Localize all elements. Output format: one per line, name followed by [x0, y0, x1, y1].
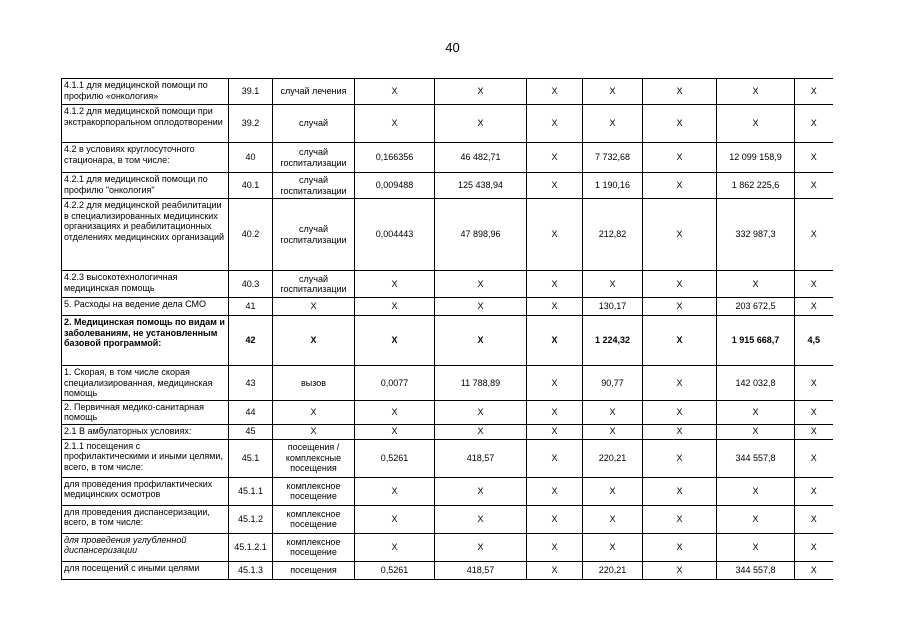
value-cell: X: [435, 271, 527, 298]
row-code-cell: 45.1.2.1: [229, 533, 273, 561]
value-cell: X: [527, 424, 583, 439]
value-cell: X: [795, 533, 833, 561]
row-code-cell: 45.1: [229, 439, 273, 477]
row-code-cell: 41: [229, 298, 273, 316]
value-cell: X: [717, 105, 795, 143]
value-cell: X: [643, 477, 717, 505]
row-unit-cell: X: [273, 400, 355, 424]
value-cell: X: [643, 271, 717, 298]
value-cell: X: [795, 477, 833, 505]
value-cell: X: [795, 199, 833, 271]
row-code-cell: 39.1: [229, 79, 273, 105]
value-cell: 0,009488: [355, 173, 435, 199]
row-name-cell: 4.1.2 для медицинской помощи при экстракорпоральном оплодотворении: [62, 105, 229, 143]
value-cell: X: [435, 477, 527, 505]
value-cell: X: [583, 477, 643, 505]
row-unit-cell: вызов: [273, 366, 355, 401]
value-cell: X: [583, 533, 643, 561]
value-cell: 418,57: [435, 439, 527, 477]
table-row: [62, 298, 833, 316]
value-cell: 125 438,94: [435, 173, 527, 199]
row-unit-cell: комплексное посещение: [273, 505, 355, 533]
value-cell: X: [795, 439, 833, 477]
row-unit-cell: посещения / комплексные посещения: [273, 439, 355, 477]
value-cell: 4,5: [795, 316, 833, 366]
value-cell: X: [643, 400, 717, 424]
row-unit-cell: случай госпитализации: [273, 143, 355, 173]
row-name-cell: для проведения профилактических медицинских осмотров: [62, 477, 229, 505]
value-cell: X: [583, 105, 643, 143]
value-cell: 11 788,89: [435, 366, 527, 401]
value-cell: 0,004443: [355, 199, 435, 271]
value-cell: X: [527, 400, 583, 424]
value-cell: X: [527, 173, 583, 199]
value-cell: X: [643, 561, 717, 579]
value-cell: X: [795, 400, 833, 424]
value-cell: 130,17: [583, 298, 643, 316]
row-code-cell: 45.1.3: [229, 561, 273, 579]
row-unit-cell: случай госпитализации: [273, 173, 355, 199]
value-cell: 142 032,8: [717, 366, 795, 401]
row-name-cell: 4.1.1 для медицинской помощи по профилю «онкология»: [62, 79, 229, 105]
page-number: 40: [445, 40, 460, 55]
row-code-cell: 40.2: [229, 199, 273, 271]
row-name-cell: 2. Первичная медико-санитарная помощь: [62, 400, 229, 424]
value-cell: 0,0077: [355, 366, 435, 401]
row-name-cell: 1. Скорая, в том числе скорая специализированная, медицинская помощь: [62, 366, 229, 401]
value-cell: X: [435, 79, 527, 105]
value-cell: X: [795, 505, 833, 533]
value-cell: X: [435, 424, 527, 439]
value-cell: X: [583, 79, 643, 105]
value-cell: X: [435, 316, 527, 366]
value-cell: X: [795, 173, 833, 199]
table-row: [62, 439, 833, 477]
value-cell: 203 672,5: [717, 298, 795, 316]
row-name-cell: для проведения диспансеризации, всего, в том числе:: [62, 505, 229, 533]
row-unit-cell: случай госпитализации: [273, 271, 355, 298]
value-cell: 220,21: [583, 561, 643, 579]
row-name-cell: 2.1.1 посещения с профилактическими и иными целями, всего, в том числе:: [62, 439, 229, 477]
value-cell: X: [435, 533, 527, 561]
row-unit-cell: случай лечения: [273, 79, 355, 105]
table-row: [62, 199, 833, 271]
value-cell: X: [527, 105, 583, 143]
value-cell: X: [795, 561, 833, 579]
row-code-cell: 39.2: [229, 105, 273, 143]
value-cell: X: [643, 79, 717, 105]
row-code-cell: 45.1.1: [229, 477, 273, 505]
row-name-cell: 4.2.3 высокотехнологичная медицинская помощь: [62, 271, 229, 298]
value-cell: 0,166356: [355, 143, 435, 173]
value-cell: X: [583, 400, 643, 424]
row-code-cell: 45: [229, 424, 273, 439]
value-cell: X: [643, 298, 717, 316]
row-code-cell: 45.1.2: [229, 505, 273, 533]
row-name-cell: 4.2 в условиях круглосуточного стационара, в том числе:: [62, 143, 229, 173]
value-cell: X: [355, 298, 435, 316]
table-row: [62, 173, 833, 199]
row-unit-cell: X: [273, 316, 355, 366]
table-row: [62, 424, 833, 439]
value-cell: X: [527, 533, 583, 561]
value-cell: X: [795, 271, 833, 298]
value-cell: X: [717, 505, 795, 533]
value-cell: X: [355, 477, 435, 505]
row-unit-cell: случай: [273, 105, 355, 143]
value-cell: 47 898,96: [435, 199, 527, 271]
value-cell: 220,21: [583, 439, 643, 477]
value-cell: 1 915 668,7: [717, 316, 795, 366]
row-name-cell: 2. Медицинская помощь по видам и заболеваниям, не установленным базовой программой:: [62, 316, 229, 366]
value-cell: 1 224,32: [583, 316, 643, 366]
value-cell: X: [435, 298, 527, 316]
value-cell: X: [643, 316, 717, 366]
value-cell: X: [355, 79, 435, 105]
value-cell: X: [643, 533, 717, 561]
value-cell: X: [527, 271, 583, 298]
value-cell: X: [435, 400, 527, 424]
value-cell: X: [643, 424, 717, 439]
value-cell: X: [355, 505, 435, 533]
value-cell: X: [355, 316, 435, 366]
value-cell: X: [527, 561, 583, 579]
value-cell: X: [643, 173, 717, 199]
value-cell: X: [435, 505, 527, 533]
row-unit-cell: комплексное посещение: [273, 477, 355, 505]
value-cell: X: [795, 424, 833, 439]
value-cell: X: [527, 316, 583, 366]
value-cell: 332 987,3: [717, 199, 795, 271]
value-cell: 1 862 225,6: [717, 173, 795, 199]
value-cell: X: [795, 105, 833, 143]
value-cell: 46 482,71: [435, 143, 527, 173]
value-cell: X: [717, 271, 795, 298]
value-cell: X: [717, 400, 795, 424]
row-code-cell: 40: [229, 143, 273, 173]
value-cell: X: [643, 366, 717, 401]
row-code-cell: 40.1: [229, 173, 273, 199]
value-cell: X: [527, 477, 583, 505]
value-cell: X: [717, 424, 795, 439]
value-cell: X: [355, 533, 435, 561]
row-unit-cell: X: [273, 424, 355, 439]
table-row: [62, 533, 833, 561]
table-row: [62, 143, 833, 173]
value-cell: X: [795, 298, 833, 316]
value-cell: 212,82: [583, 199, 643, 271]
value-cell: 90,77: [583, 366, 643, 401]
table-row: [62, 79, 833, 105]
value-cell: X: [527, 199, 583, 271]
value-cell: X: [717, 533, 795, 561]
table-row: [62, 105, 833, 143]
value-cell: X: [355, 271, 435, 298]
value-cell: X: [795, 79, 833, 105]
row-unit-cell: комплексное посещение: [273, 533, 355, 561]
table-row: [62, 477, 833, 505]
row-code-cell: 40.3: [229, 271, 273, 298]
value-cell: X: [717, 477, 795, 505]
value-cell: X: [583, 424, 643, 439]
row-name-cell: для посещений с иными целями: [62, 561, 229, 579]
value-cell: 344 557,8: [717, 561, 795, 579]
value-cell: X: [527, 439, 583, 477]
table-row: [62, 316, 833, 366]
row-unit-cell: посещения: [273, 561, 355, 579]
row-name-cell: 2.1 В амбулаторных условиях:: [62, 424, 229, 439]
value-cell: X: [643, 505, 717, 533]
value-cell: 12 099 158,9: [717, 143, 795, 173]
value-cell: X: [355, 424, 435, 439]
value-cell: 344 557,8: [717, 439, 795, 477]
row-code-cell: 43: [229, 366, 273, 401]
row-code-cell: 42: [229, 316, 273, 366]
row-name-cell: 5. Расходы на ведение дела СМО: [62, 298, 229, 316]
value-cell: X: [795, 366, 833, 401]
value-cell: X: [643, 105, 717, 143]
value-cell: X: [527, 505, 583, 533]
data-table: [61, 78, 833, 580]
row-unit-cell: случай госпитализации: [273, 199, 355, 271]
table-row: [62, 505, 833, 533]
value-cell: 7 732,68: [583, 143, 643, 173]
table-row: [62, 400, 833, 424]
value-cell: X: [527, 366, 583, 401]
value-cell: X: [583, 271, 643, 298]
value-cell: X: [717, 79, 795, 105]
value-cell: X: [643, 199, 717, 271]
value-cell: 0,5261: [355, 561, 435, 579]
row-name-cell: 4.2.1 для медицинской помощи по профилю "онкология": [62, 173, 229, 199]
row-name-cell: для проведения углубленной диспансеризации: [62, 533, 229, 561]
value-cell: X: [527, 79, 583, 105]
value-cell: X: [643, 439, 717, 477]
value-cell: X: [435, 105, 527, 143]
value-cell: 418,57: [435, 561, 527, 579]
table-row: [62, 271, 833, 298]
value-cell: 1 190,16: [583, 173, 643, 199]
value-cell: X: [583, 505, 643, 533]
table-row: [62, 366, 833, 401]
value-cell: X: [527, 298, 583, 316]
value-cell: X: [355, 105, 435, 143]
value-cell: X: [527, 143, 583, 173]
table-row: [62, 561, 833, 579]
row-name-cell: 4.2.2 для медицинской реабилитации в специализированных медицинских организациях и реабилитационных отделениях медицинских организаций: [62, 199, 229, 271]
value-cell: 0,5261: [355, 439, 435, 477]
value-cell: X: [355, 400, 435, 424]
value-cell: X: [795, 143, 833, 173]
value-cell: X: [643, 143, 717, 173]
row-unit-cell: X: [273, 298, 355, 316]
row-code-cell: 44: [229, 400, 273, 424]
